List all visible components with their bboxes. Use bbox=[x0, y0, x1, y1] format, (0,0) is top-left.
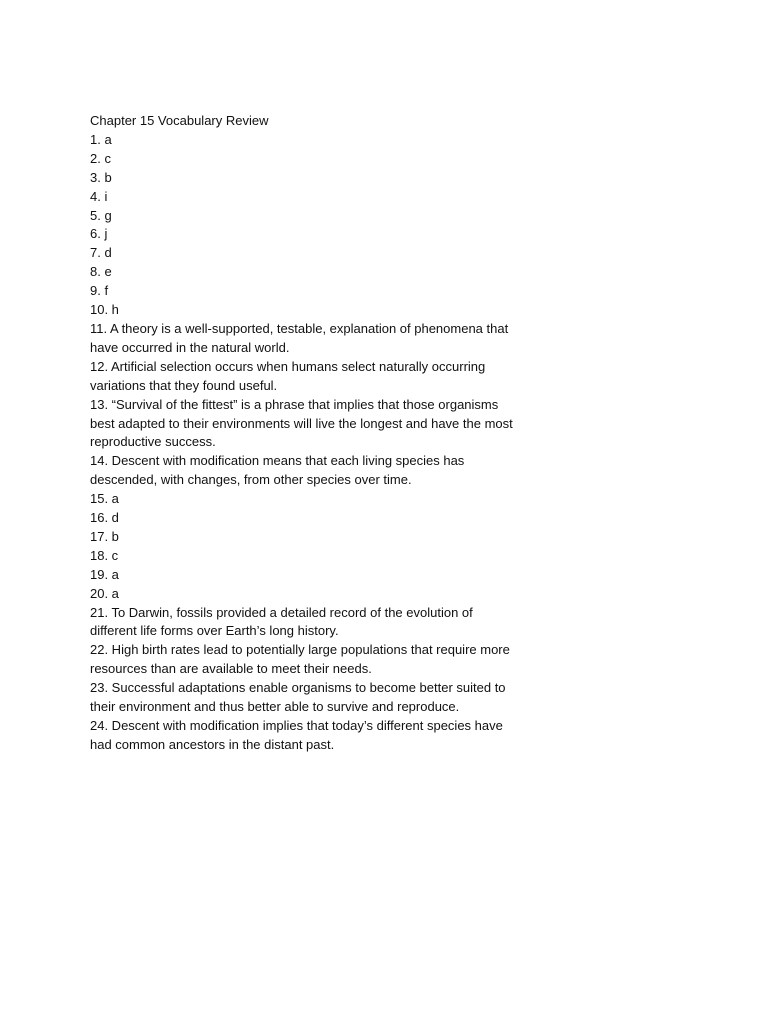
document-line: 24. Descent with modification implies that today’s different species have bbox=[90, 718, 503, 733]
document-line: 12. Artificial selection occurs when humans select naturally occurring bbox=[90, 358, 486, 374]
document-line: 4. i bbox=[90, 188, 108, 204]
document-line: descended, with changes, from other species over time. bbox=[90, 472, 412, 488]
document-line: 22. High birth rates lead to potentially large populations that require more bbox=[90, 642, 510, 658]
document-line: 7. d bbox=[90, 245, 112, 261]
document-line: 17. b bbox=[90, 528, 119, 544]
document-line: 9. f bbox=[90, 283, 109, 299]
document-line: 13. “Survival of the fittest” is a phrase that implies that those organisms bbox=[90, 396, 499, 412]
document-line: 11. A theory is a well-supported, testable, explanation of phenomena that bbox=[90, 320, 509, 336]
document-line: 19. a bbox=[90, 566, 119, 582]
document-line: reproductive success. bbox=[90, 434, 216, 450]
document-line: 21. To Darwin, fossils provided a detailed record of the evolution of bbox=[90, 604, 473, 620]
document-line: best adapted to their environments will live the longest and have the most bbox=[90, 415, 513, 431]
document-line: variations that they found useful. bbox=[90, 377, 278, 393]
document-line: 6. j bbox=[90, 226, 108, 242]
document-line: 16. d bbox=[90, 510, 119, 526]
document-line: 23. Successful adaptations enable organisms to become better suited to bbox=[90, 680, 506, 696]
document-line: 14. Descent with modification means that each living species has bbox=[90, 453, 465, 469]
document-line: 18. c bbox=[90, 547, 119, 563]
document-line: 3. b bbox=[90, 169, 112, 185]
document-line: have occurred in the natural world. bbox=[90, 339, 290, 355]
document-line: 5. g bbox=[90, 207, 112, 223]
document-line: 2. c bbox=[90, 150, 111, 166]
document-line: their environment and thus better able to survive and reproduce. bbox=[90, 699, 460, 715]
document-line: 8. e bbox=[90, 264, 112, 280]
document-line: 10. h bbox=[90, 302, 119, 318]
document-line: 1. a bbox=[90, 131, 112, 147]
document-content bbox=[90, 112, 560, 755]
document-line: 20. a bbox=[90, 585, 119, 601]
document-line: resources than are available to meet their needs. bbox=[90, 661, 372, 677]
document-line: had common ancestors in the distant past. bbox=[90, 736, 335, 752]
document-line: different life forms over Earth’s long history. bbox=[90, 623, 339, 639]
document-title: Chapter 15 Vocabulary Review bbox=[90, 113, 269, 128]
document-line: 15. a bbox=[90, 491, 119, 507]
